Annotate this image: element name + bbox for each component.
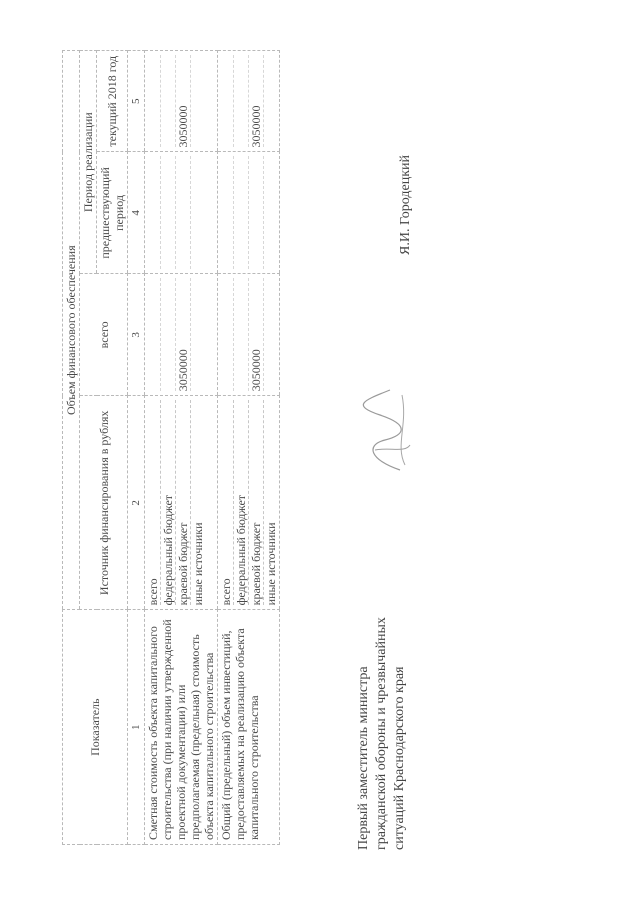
total-cell bbox=[218, 274, 280, 396]
value bbox=[146, 55, 161, 147]
previous-cell bbox=[145, 152, 218, 274]
source-item: иные источники bbox=[191, 522, 205, 606]
signatory-line: гражданской обороны и чрезвычайных bbox=[374, 617, 389, 850]
current-cell bbox=[145, 51, 218, 152]
value bbox=[219, 278, 234, 391]
table-row bbox=[218, 51, 280, 845]
value bbox=[161, 156, 176, 269]
indicator-cell: Общий (предельный) объем инвестиций, предоставляемых на реализацию объекта капитального строительства bbox=[218, 610, 280, 845]
handwritten-signature bbox=[360, 385, 420, 475]
header-total: всего bbox=[80, 274, 128, 396]
value bbox=[249, 156, 264, 269]
value: 3050000 bbox=[249, 55, 264, 147]
source-item: федеральный бюджет bbox=[161, 400, 176, 605]
value bbox=[234, 55, 249, 147]
source-item: всего bbox=[146, 400, 161, 605]
value bbox=[191, 278, 205, 391]
value bbox=[146, 156, 161, 269]
value: 3050000 bbox=[176, 278, 191, 391]
value bbox=[234, 156, 249, 269]
header-period: Период реализации bbox=[80, 51, 97, 274]
indicator-cell: Сметная стоимость объекта капитального строительства (при наличии утвержденной проектной документации) или предполагаемая (предельная) стоимость объекта капитального строительства bbox=[145, 610, 218, 845]
signatory-line: Первый заместитель министра bbox=[356, 666, 371, 850]
value bbox=[219, 156, 234, 269]
value bbox=[264, 278, 278, 391]
header-source: Источник финансирования в рублях bbox=[80, 396, 128, 610]
column-number: 1 bbox=[128, 610, 145, 845]
value bbox=[161, 278, 176, 391]
header-indicator: Показатель bbox=[63, 610, 128, 845]
value bbox=[191, 156, 205, 269]
value bbox=[234, 278, 249, 391]
value bbox=[219, 55, 234, 147]
source-item: федеральный бюджет bbox=[234, 400, 249, 605]
value bbox=[264, 55, 278, 147]
financing-table bbox=[62, 50, 280, 845]
source-item: всего bbox=[219, 400, 234, 605]
value bbox=[176, 156, 191, 269]
header-current: текущий 2018 год bbox=[97, 51, 128, 152]
signatory-title bbox=[355, 617, 409, 850]
signatory-name: Я.И. Городецкий bbox=[398, 154, 413, 255]
current-cell bbox=[218, 51, 280, 152]
previous-cell bbox=[218, 152, 280, 274]
table-row bbox=[145, 51, 218, 845]
header-previous: предшествующий период bbox=[97, 152, 128, 274]
value bbox=[146, 278, 161, 391]
value bbox=[161, 55, 176, 147]
source-item: краевой бюджет bbox=[249, 400, 264, 605]
header-volume: Объем финансового обеспечения bbox=[63, 51, 80, 610]
source-cell bbox=[218, 396, 280, 610]
value: 3050000 bbox=[176, 55, 191, 147]
source-item: краевой бюджет bbox=[176, 400, 191, 605]
column-number: 2 bbox=[128, 396, 145, 610]
column-number: 3 bbox=[128, 274, 145, 396]
signatory-line: ситуаций Краснодарского края bbox=[392, 666, 407, 850]
total-cell bbox=[145, 274, 218, 396]
value: 3050000 bbox=[249, 278, 264, 391]
value bbox=[264, 156, 278, 269]
column-number: 5 bbox=[128, 51, 145, 152]
source-item: иные источники bbox=[264, 522, 278, 606]
column-number: 4 bbox=[128, 152, 145, 274]
value bbox=[191, 55, 205, 147]
source-cell bbox=[145, 396, 218, 610]
